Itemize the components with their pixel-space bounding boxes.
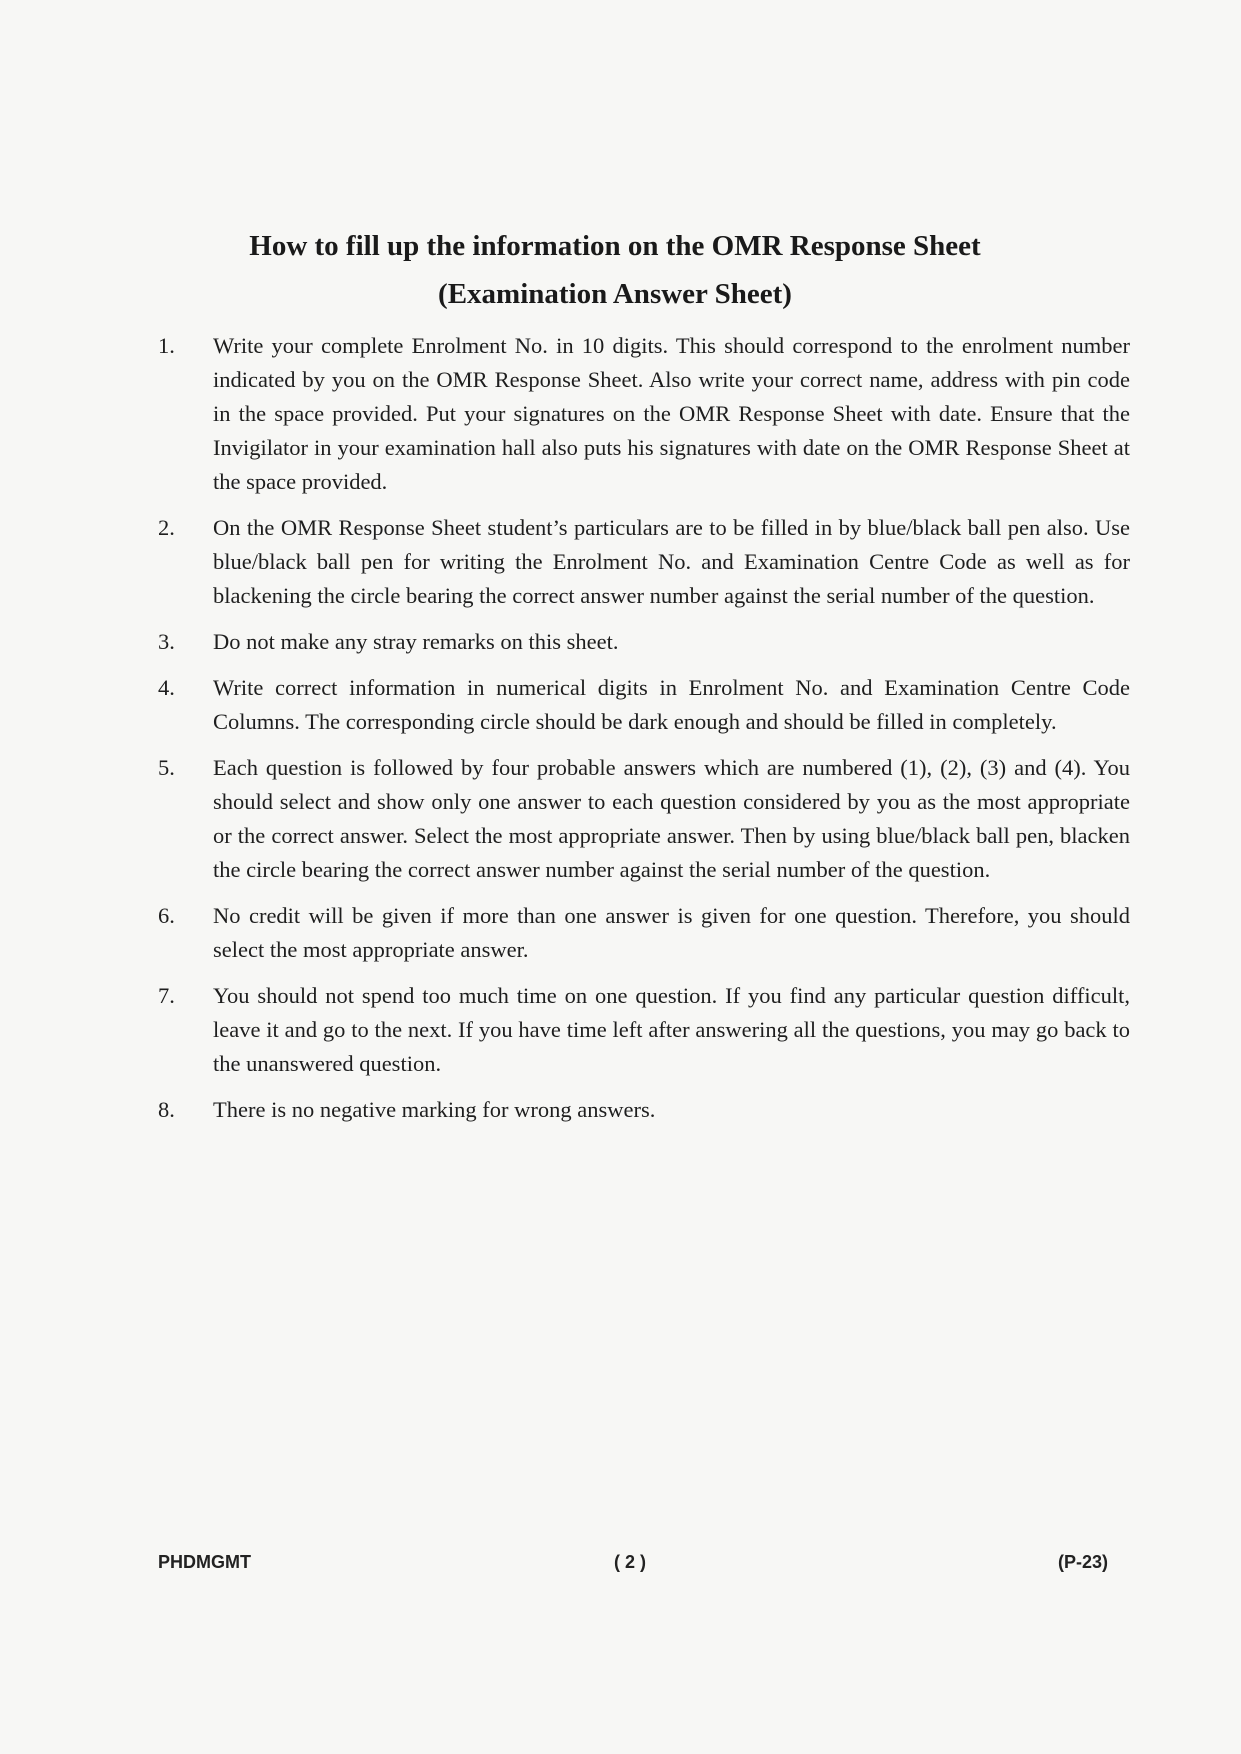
- heading-line-2: (Examination Answer Sheet): [438, 278, 792, 310]
- instruction-item: [158, 979, 1130, 1081]
- instruction-item: [158, 899, 1130, 967]
- instruction-item: [158, 511, 1130, 613]
- instruction-number: 2.: [158, 515, 175, 540]
- instruction-number: 8.: [158, 1097, 175, 1122]
- instruction-text: Each question is followed by four probable answers which are numbered (1), (2), (3) and (4). You should select and show only one answer to each question considered by you as the most appropriate or the correct answer. Select the most appropriate answer. Then by using blue/black ball pen, blacken the circle bearing the correct answer number against the serial number of the question.: [213, 755, 1130, 882]
- footer-page-number: ( 2 ): [613, 1552, 646, 1572]
- instruction-text: Write your complete Enrolment No. in 10 digits. This should correspond to the enrolment number indicated by you on the OMR Response Sheet. Also write your correct name, address with pin code in the space provided. Put your signatures on the OMR Response Sheet with date. Ensure that the Invigilator in your examination hall also puts his signatures with date on the OMR Response Sheet at the space provided.: [213, 333, 1130, 494]
- instruction-text: On the OMR Response Sheet student’s particulars are to be filled in by blue/black ball pen also. Use blue/black ball pen for writing the Enrolment No. and Examination Centre Code as well as for blackening the circle bearing the correct answer number against the serial number of the question.: [213, 515, 1130, 608]
- instruction-number: 3.: [158, 629, 175, 654]
- footer-set-code: (P-23): [1057, 1552, 1108, 1572]
- instruction-text: Write correct information in numerical digits in Enrolment No. and Examination Centre Code Columns. The corresponding circle should be dark enough and should be filled in completely.: [213, 675, 1130, 734]
- instruction-number: 4.: [158, 675, 175, 700]
- instruction-number: 1.: [158, 333, 175, 358]
- instruction-number: 5.: [158, 755, 175, 780]
- instruction-text: Do not make any stray remarks on this sheet.: [213, 629, 619, 654]
- instruction-item: [158, 751, 1130, 887]
- instruction-number: 6.: [158, 903, 175, 928]
- instruction-item: [158, 1093, 1130, 1127]
- instruction-number: 7.: [158, 983, 175, 1008]
- instruction-item: [158, 625, 1130, 659]
- page-heading: [150, 222, 1080, 318]
- instruction-text: There is no negative marking for wrong answers.: [213, 1097, 656, 1122]
- instruction-item: [158, 329, 1130, 499]
- instruction-text: No credit will be given if more than one answer is given for one question. Therefore, you should select the most appropriate answer.: [213, 903, 1130, 962]
- instruction-list: [158, 329, 1130, 1139]
- heading-line-1: How to fill up the information on the OMR Response Sheet: [249, 230, 981, 262]
- footer-paper-code: PHDMGMT: [158, 1552, 251, 1572]
- instruction-text: You should not spend too much time on one question. If you find any particular question difficult, leave it and go to the next. If you have time left after answering all the questions, you may go back to the unanswered question.: [213, 983, 1130, 1076]
- instruction-item: [158, 671, 1130, 739]
